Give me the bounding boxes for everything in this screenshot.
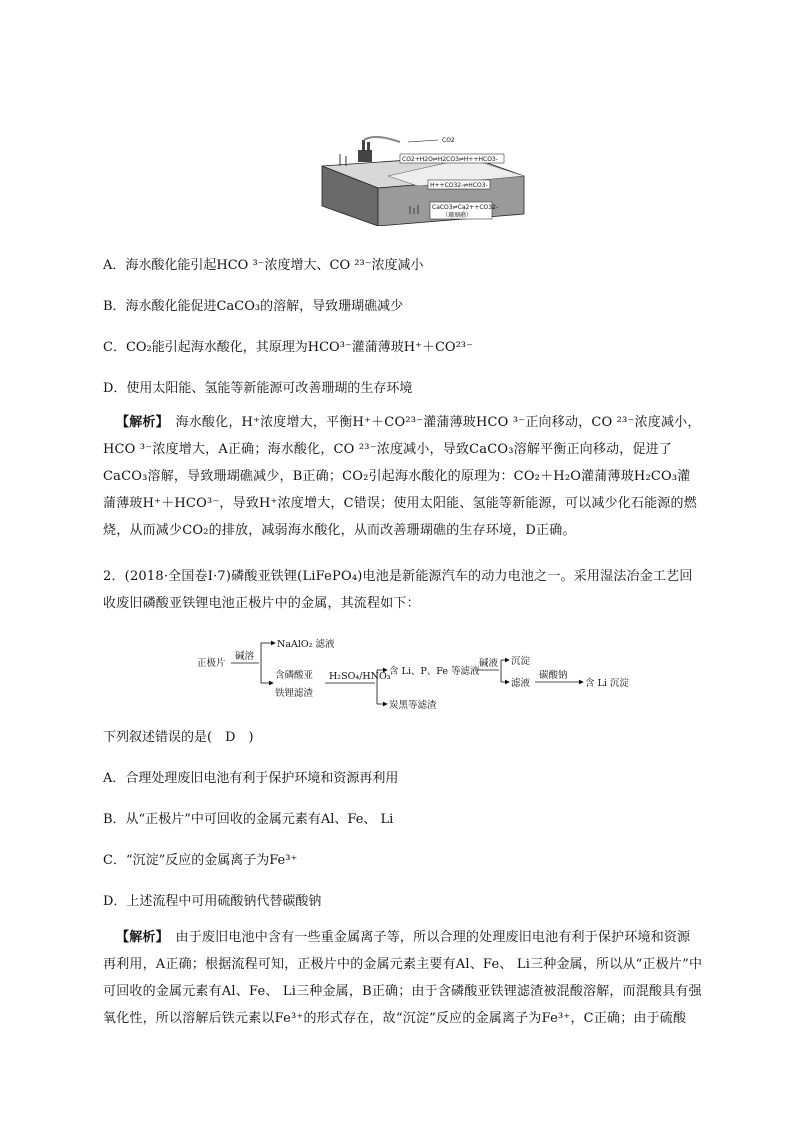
flow-mid2: 铁锂滤渣 [275,688,314,699]
q2-analysis [103,924,703,1032]
q2-stem: 2．(2018·全国卷Ⅰ·7)磷酸亚铁锂(LiFePO₄)电池是新能源汽车的动力电池之一。采用湿法冶金工艺回收废旧磷酸亚铁锂电池正极片中的金属，其流程如下： [103,569,693,611]
equation-1: CO2+H2O⇌H2CO3⇌H++HCO3- [402,156,498,163]
q1-analysis [103,409,703,544]
flow-precip: 沉淀 [511,656,531,667]
q1-analysis-text: 海水酸化，H⁺浓度增大，平衡H⁺＋CO²³⁻灌蒲薄玻HCO ³⁻正向移动，CO ²³⁻浓度减小，HCO ³⁻浓度增大，A正确；海水酸化，CO ²³⁻浓度减小，导致CaCO₃溶解平衡正向移动，促进了CaCO₃溶解，导致珊瑚礁减少，B正确；CO₂引起海水酸化的原理为：CO₂＋H₂O灌蒲薄玻H₂CO₃灌蒲薄玻H⁺＋HCO³⁻，导致H⁺浓度增大，C错误；使用太阳能、氢能等新能源，可以减少化石能源的燃烧，从而减少CO₂的排放，减弱海水酸化，从而改善珊瑚礁的生存环境，D正确。 [103,415,701,538]
flow-filtrate2: 滤液 [511,678,531,689]
q1-option-b: B．海水酸化能促进CaCO₃的溶解，导致珊瑚礁减少 [103,299,404,314]
equation-3-note: （珊瑚礁） [442,212,473,219]
recycling-flowchart [195,638,635,713]
flow-mid1: 含磷酸亚 [275,670,314,681]
equation-2: H++CO32-⇌HCO3- [430,182,488,189]
q2-question: 下列叙述错误的是( D ) [103,730,254,745]
q1-option-c: C．CO₂能引起海水酸化，其原理为HCO³⁻灌蒲薄玻H⁺＋CO²³⁻ [103,340,473,355]
q2-analysis-text: 由于废旧电池中含有一些重金属离子等，所以合理的处理废旧电池有利于保护环境和资源再利用，A正确；根据流程可知，正极片中的金属元素主要有Al、Fe、 Li三种金属，所以从“正极片”中可回收的金属元素有Al、Fe、 Li三种金属，B正确；由于含磷酸亚铁锂滤渣被混酸溶解，而混酸具有强氧化性，所以溶解后铁元素以Fe³⁺的形式存在，故“沉淀”反应的金属离子为Fe³⁺，C正确；由于硫酸 [103,930,703,1026]
equation-3: CaCO3⇌Ca2++CO32- [432,204,499,211]
q2-option-a: A．合理处理废旧电池有利于保护环境和资源再利用 [103,771,399,786]
flow-filtrate: 含 Li、P、Fe 等滤液 [389,666,480,677]
flow-out1: NaAlO₂ 滤液 [277,639,335,650]
q1-option-d: D．使用太阳能、氢能等新能源可改善珊瑚的生存环境 [103,381,413,396]
flow-residue: 炭黑等滤渣 [389,700,437,711]
flow-step1: 碱溶 [235,651,255,662]
q2-option-b: B．从“正极片”中可回收的金属元素有Al、Fe、 Li [103,812,394,827]
q2-analysis-label: 【解析】 [116,930,163,945]
q2-option-c: C．“沉淀”反应的金属离子为Fe³⁺ [103,853,298,868]
co2-label: CO2 [442,137,455,144]
q1-option-a: A．海水酸化能引起HCO ³⁻浓度增大、CO ²³⁻浓度减小 [103,258,424,273]
q1-analysis-label: 【解析】 [116,415,163,430]
ocean-acidification-figure [318,136,528,226]
flow-soda: 碳酸钠 [539,670,568,681]
q2-option-d: D．上述流程中可用硫酸钠代替碳酸钠 [103,894,322,909]
flow-start: 正极片 [197,658,226,669]
flow-alkali: 碱液 [479,658,499,669]
flow-final: 含 Li 沉淀 [585,678,629,689]
flow-reagent: H₂SO₄/HNO₃ [329,671,391,682]
